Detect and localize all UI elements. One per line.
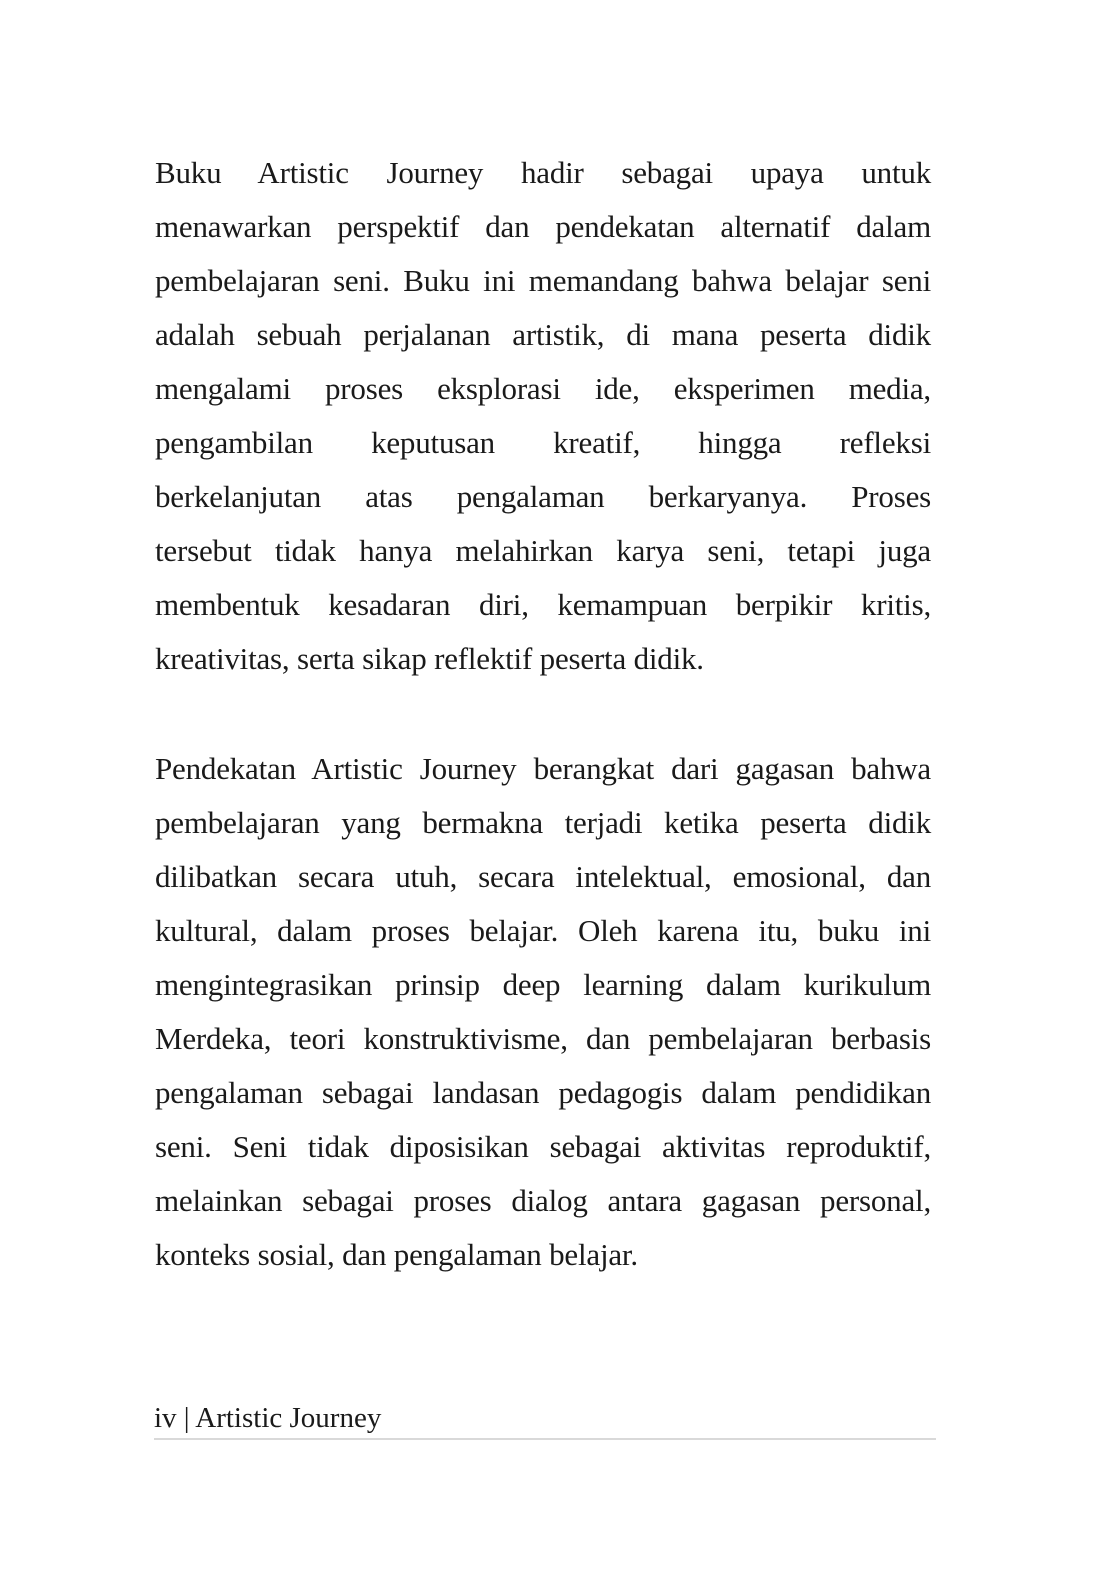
body-text bbox=[155, 146, 931, 1338]
text-line: melainkan sebagai proses dialog antara gagasan personal, bbox=[155, 1183, 931, 1218]
text-line: menawarkan perspektif dan pendekatan alternatif dalam bbox=[155, 209, 931, 244]
text-line: pengambilan keputusan kreatif, hingga refleksi bbox=[155, 425, 931, 460]
text-line: pembelajaran seni. Buku ini memandang bahwa belajar seni bbox=[155, 263, 931, 298]
text-line: mengintegrasikan prinsip deep learning dalam kurikulum bbox=[155, 967, 931, 1002]
text-line: mengalami proses eksplorasi ide, eksperimen media, bbox=[155, 371, 931, 406]
text-line: berkelanjutan atas pengalaman berkaryanya. Proses bbox=[155, 479, 931, 514]
text-line: adalah sebuah perjalanan artistik, di mana peserta didik bbox=[155, 317, 931, 352]
text-line: kreativitas, serta sikap reflektif peserta didik. bbox=[155, 641, 704, 676]
text-line: Pendekatan Artistic Journey berangkat dari gagasan bahwa bbox=[155, 751, 931, 786]
text-line: kultural, dalam proses belajar. Oleh karena itu, buku ini bbox=[155, 913, 931, 948]
footer-page-label: iv | Artistic Journey bbox=[154, 1402, 382, 1434]
text-line: membentuk kesadaran diri, kemampuan berpikir kritis, bbox=[155, 587, 931, 622]
text-line: seni. Seni tidak diposisikan sebagai aktivitas reproduktif, bbox=[155, 1129, 931, 1164]
text-line: pengalaman sebagai landasan pedagogis dalam pendidikan bbox=[155, 1075, 931, 1110]
text-line: pembelajaran yang bermakna terjadi ketika peserta didik bbox=[155, 805, 931, 840]
paragraph-2 bbox=[155, 742, 931, 1282]
text-line: Buku Artistic Journey hadir sebagai upaya untuk bbox=[155, 155, 931, 190]
text-line: tersebut tidak hanya melahirkan karya seni, tetapi juga bbox=[155, 533, 931, 568]
paragraph-1 bbox=[155, 146, 931, 686]
page-footer bbox=[154, 1398, 936, 1440]
text-line: Merdeka, teori konstruktivisme, dan pembelajaran berbasis bbox=[155, 1021, 931, 1056]
text-line: konteks sosial, dan pengalaman belajar. bbox=[155, 1237, 638, 1272]
text-line: dilibatkan secara utuh, secara intelektual, emosional, dan bbox=[155, 859, 931, 894]
